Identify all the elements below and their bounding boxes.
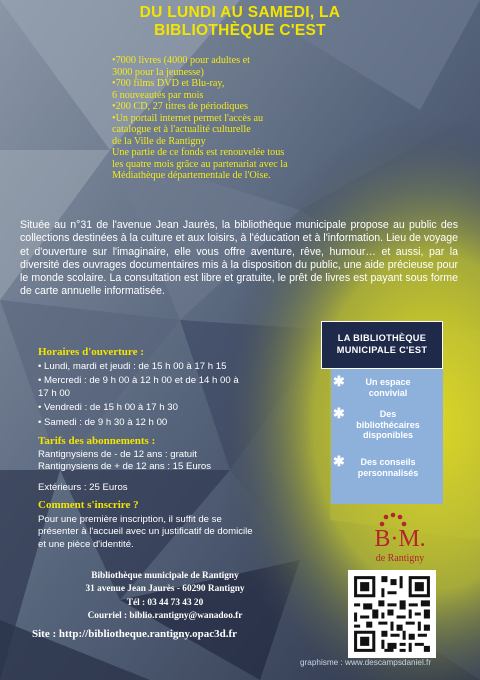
collections-line: les quatre mois grâce au partenariat avec la	[112, 158, 288, 170]
website-link[interactable]: Site : http://bibliotheque.rantigny.opac3d.fr	[32, 628, 238, 640]
collections-line: 3000 pour la jeunesse)	[112, 66, 204, 78]
hours-line: • Samedi : de 9 h 30 à 12 h 00	[38, 416, 168, 428]
signup-line: présenter à l'accueil avec un justificatif de domicile	[38, 526, 253, 538]
rates-exterior: Extérieurs : 25 Euros	[38, 482, 128, 493]
panel-item-line: Des	[379, 409, 397, 419]
rates-line: Rantignysiens de + de 12 ans : 15 Euros	[38, 461, 212, 473]
logo-mark: B·M.	[374, 526, 426, 550]
collections-line: •Un portail internet permet l'accès au	[112, 112, 264, 124]
page-title	[0, 4, 480, 40]
collections-line: •7000 livres (4000 pour adultes et	[112, 55, 250, 66]
qr-code-icon	[348, 570, 436, 658]
panel-item	[333, 453, 441, 478]
panel-item-line: personnalisés	[357, 467, 419, 478]
hours-line: 17 h 00	[38, 387, 71, 399]
collections-line: catalogue et à l'actualité culturelle	[112, 124, 251, 135]
title-line-1: DU LUNDI AU SAMEDI, LA	[139, 4, 341, 21]
panel-body	[331, 369, 443, 504]
qr-code[interactable]	[348, 570, 436, 658]
title-line-2: BIBLIOTHÈQUE C'EST	[154, 22, 326, 39]
panel-item	[333, 373, 441, 398]
panel-item-line: bibliothécaires	[356, 419, 420, 430]
panel-item-line: convivial	[368, 387, 408, 398]
panel-item	[333, 405, 441, 441]
contact-name: Bibliothèque municipale de Rantigny	[91, 571, 239, 581]
contact-address: 31 avenue Jean Jaurès - 60290 Rantigny	[85, 584, 245, 595]
panel-item-line: Un espace	[365, 377, 411, 387]
signup-line: et une pièce d'identité.	[38, 538, 134, 550]
panel-heading-line-2: MUNICIPALE C'EST	[336, 345, 428, 355]
contact-phone: Tél : 03 44 73 43 20	[126, 597, 204, 608]
hours-line: • Lundi, mardi et jeudi : de 15 h 00 à 17 h 15	[38, 361, 227, 372]
signup-list	[38, 514, 308, 551]
panel-heading	[321, 321, 443, 369]
intro-paragraph: Située au n°31 de l'avenue Jean Jaurès, la bibliothèque municipale propose au public des collections destinées à la culture et aux loisirs, à l'éducation et à l'information. Lieu de voyage et d'ouverture sur l'imaginaire, elle vous offre aventure, rêve, humour… et aussi, par la diversité des ouvrages documentaires mis à la disposition du public, une aide précieuse pour le monde scolaire. La consultation est libre et gratuite, le prêt de livres est payant sous forme de carte annuelle informatisée.	[20, 219, 458, 298]
rates-heading: Tarifs des abonnements :	[38, 435, 156, 447]
graphisme-credit[interactable]: graphisme : www.descampsdaniel.fr	[300, 658, 432, 667]
asterisk-icon: ✱	[333, 453, 345, 469]
library-logo	[364, 512, 436, 570]
hours-heading: Horaires d'ouverture :	[38, 346, 144, 358]
hours-line: • Vendredi : de 15 h 00 à 17 h 30	[38, 402, 178, 414]
rates-list	[38, 449, 288, 474]
collections-line: Médiathèque départementale de l'Oise.	[112, 170, 271, 181]
collections-line: •700 films DVD et Blu-ray,	[112, 78, 225, 89]
asterisk-icon: ✱	[333, 373, 345, 389]
collections-list	[112, 55, 340, 182]
panel-item-line: Des conseils	[360, 457, 416, 467]
panel-heading-line-1: LA BIBLIOTHÈQUE	[337, 333, 427, 343]
contact-email[interactable]: Courriel : biblio.rantigny@wanadoo.fr	[87, 610, 243, 621]
rates-line: Rantignysiens de - de 12 ans : gratuit	[38, 449, 197, 460]
contact-block	[40, 570, 290, 623]
collections-line: •200 CD, 27 titres de périodiques	[112, 101, 248, 112]
collections-line: 6 nouveautés par mois	[112, 89, 204, 101]
collections-line: Une partie de ce fonds est renouvelée tous	[112, 147, 285, 158]
hours-list	[38, 361, 288, 429]
asterisk-icon: ✱	[333, 405, 345, 421]
collections-line: de la Ville de Rantigny	[112, 135, 206, 147]
logo-dots-icon	[364, 512, 436, 550]
logo-subtitle: de Rantigny	[375, 553, 425, 564]
signup-heading: Comment s'inscrire ?	[38, 499, 139, 511]
hours-line: • Mercredi : de 9 h 00 à 12 h 00 et de 14 h 00 à	[38, 375, 239, 387]
signup-line: Pour une première inscription, il suffit de se	[38, 514, 222, 525]
panel-item-line: disponibles	[362, 430, 413, 440]
